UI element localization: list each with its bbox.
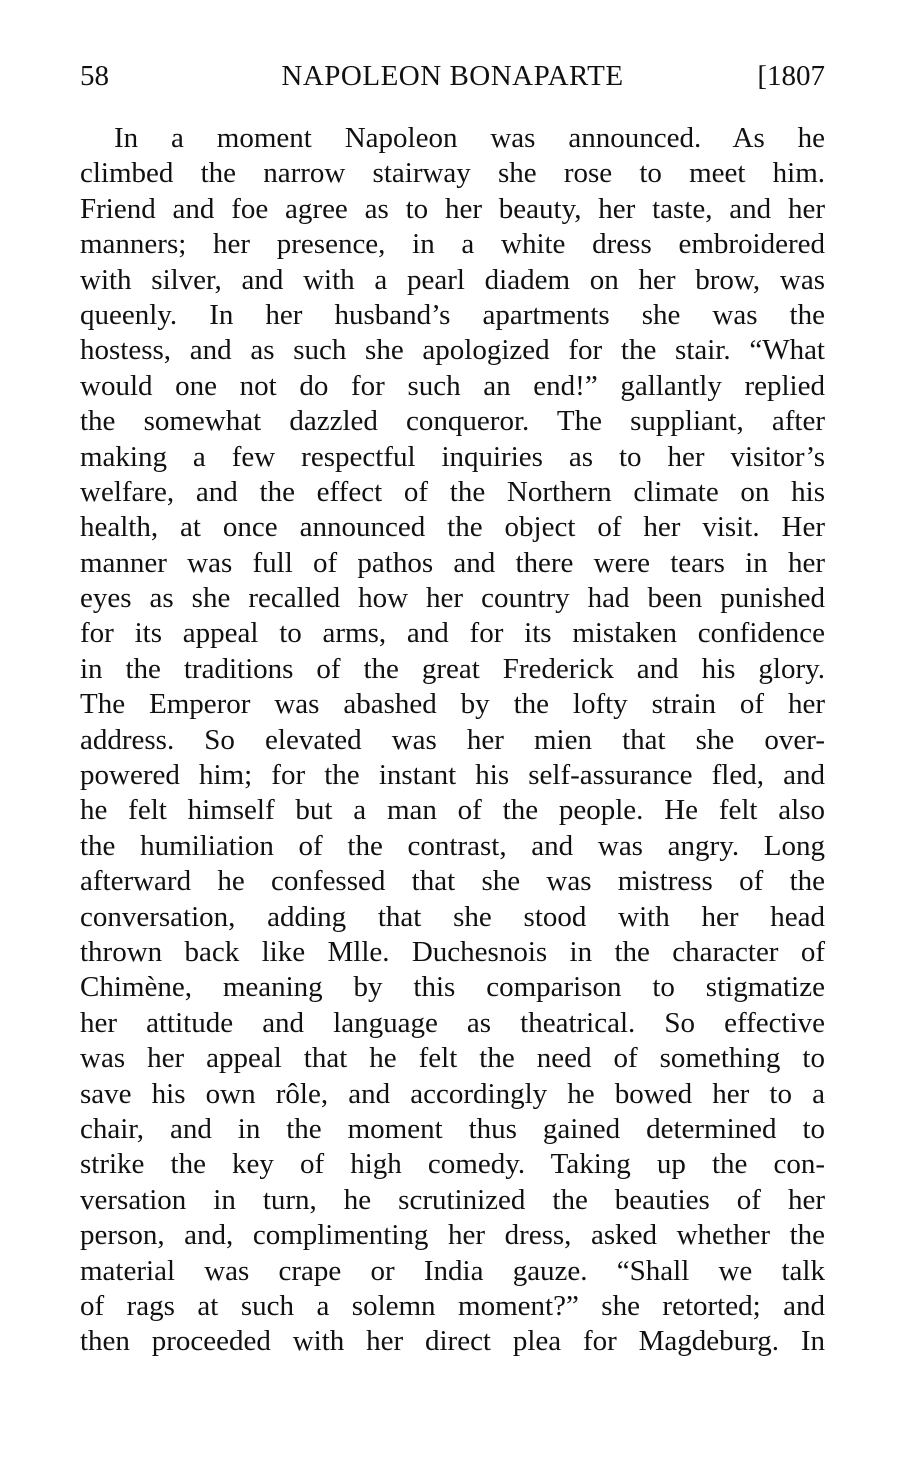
running-year: [1807: [757, 60, 825, 92]
text-line: he felt himself but a man of the people. He felt also: [80, 794, 825, 827]
text-line: person, and, complimenting her dress, asked whether the: [80, 1219, 825, 1252]
text-line: The Emperor was abashed by the lofty strain of her: [80, 688, 825, 721]
text-line: save his own rôle, and accordingly he bowed her to a: [80, 1077, 825, 1110]
text-line: was her appeal that he felt the need of something to: [80, 1042, 825, 1075]
text-line: thrown back like Mlle. Duchesnois in the character of: [80, 935, 825, 968]
text-line: making a few respectful inquiries as to her visitor’s: [80, 440, 825, 473]
text-line: powered him; for the instant his self-assurance fled, and: [80, 759, 825, 792]
text-line: climbed the narrow stairway she rose to meet him.: [80, 157, 825, 190]
text-line: in the traditions of the great Frederick and his glory.: [80, 652, 825, 685]
text-line: the humiliation of the contrast, and was angry. Long: [80, 829, 825, 862]
text-line: health, at once announced the object of her visit. Her: [80, 511, 825, 544]
text-line: In a moment Napoleon was announced. As he: [114, 122, 825, 154]
text-line: manners; her presence, in a white dress embroidered: [80, 228, 825, 261]
body-paragraph: [80, 121, 825, 1360]
text-line: would one not do for such an end!” gallantly replied: [80, 369, 825, 402]
text-line: afterward he confessed that she was mistress of the: [80, 865, 825, 898]
text-line: address. So elevated was her mien that she over-: [80, 723, 825, 756]
text-line: of rags at such a solemn moment?” she retorted; and: [80, 1289, 825, 1322]
text-line: eyes as she recalled how her country had been punished: [80, 582, 825, 615]
text-line: welfare, and the effect of the Northern climate on his: [80, 475, 825, 508]
page-number: 58: [80, 60, 109, 92]
text-line: the somewhat dazzled conqueror. The suppliant, after: [80, 405, 825, 438]
running-head: [80, 56, 825, 96]
text-line: with silver, and with a pearl diadem on her brow, was: [80, 263, 825, 296]
text-line: queenly. In her husband’s apartments she was the: [80, 298, 825, 331]
text-line: then proceeded with her direct plea for Magdeburg. In: [80, 1325, 825, 1358]
text-line: chair, and in the moment thus gained determined to: [80, 1112, 825, 1145]
text-line: for its appeal to arms, and for its mistaken confidence: [80, 617, 825, 650]
text-line: strike the key of high comedy. Taking up the con-: [80, 1148, 825, 1181]
text-line: conversation, adding that she stood with her head: [80, 900, 825, 933]
text-line: Friend and foe agree as to her beauty, her taste, and her: [80, 192, 825, 225]
text-line: Chimène, meaning by this comparison to stigmatize: [80, 971, 825, 1004]
text-line: hostess, and as such she apologized for the stair. “What: [80, 334, 825, 367]
text-line: versation in turn, he scrutinized the beauties of her: [80, 1183, 825, 1216]
text-line: manner was full of pathos and there were tears in her: [80, 546, 825, 579]
text-line: material was crape or India gauze. “Shall we talk: [80, 1254, 825, 1287]
text-line: her attitude and language as theatrical. So effective: [80, 1006, 825, 1039]
running-title: NAPOLEON BONAPARTE: [281, 60, 624, 92]
